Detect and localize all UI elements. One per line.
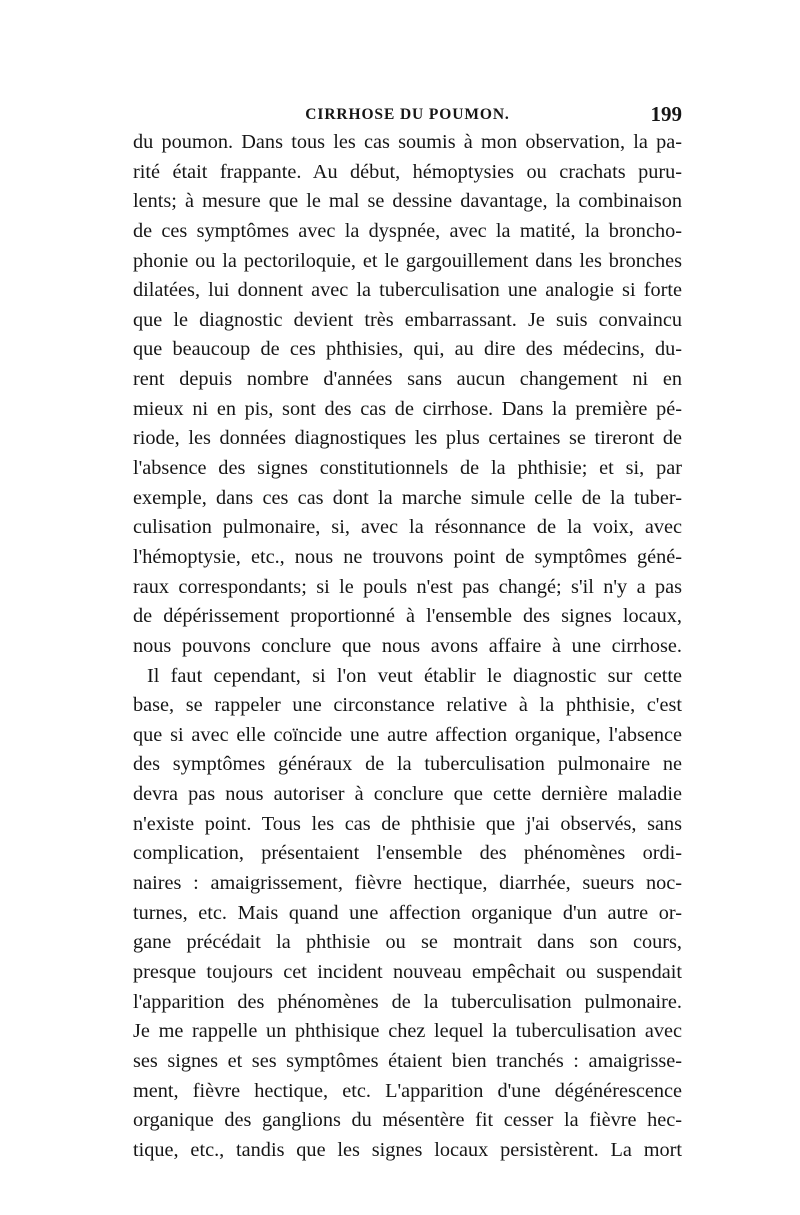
text-line: du poumon. Dans tous les cas soumis à mon observation, la pa- <box>133 131 682 153</box>
running-title: CIRRHOSE DU POUMON. <box>305 106 510 123</box>
text-line: culisation pulmonaire, si, avec la résonnance de la voix, avec <box>133 516 682 539</box>
text-line: que le diagnostic devient très embarrassant. Je suis convaincu <box>133 308 682 331</box>
body-text <box>133 128 682 1165</box>
text-line: phonie ou la pectoriloquie, et le gargouillement dans les bronches <box>133 249 682 272</box>
text-line: l'hémoptysie, etc., nous ne trouvons point de symptômes géné- <box>133 545 682 568</box>
text-line: complication, présentaient l'ensemble des phénomènes ordi- <box>133 842 682 865</box>
text-line: riode, les données diagnostiques les plus certaines se tireront de <box>133 427 682 450</box>
text-line: dilatées, lui donnent avec la tuberculisation une analogie si forte <box>133 279 682 302</box>
text-line: l'apparition des phénomènes de la tuberculisation pulmonaire. <box>133 990 682 1013</box>
text-line: gane précédait la phthisie ou se montrait dans son cours, <box>133 931 682 954</box>
text-line: n'existe point. Tous les cas de phthisie que j'ai observés, sans <box>133 812 682 835</box>
text-line: devra pas nous autoriser à conclure que cette dernière maladie <box>133 783 682 806</box>
text-line: ses signes et ses symptômes étaient bien tranchés : amaigrisse- <box>133 1049 682 1072</box>
text-line: de ces symptômes avec la dyspnée, avec la matité, la broncho- <box>133 219 682 242</box>
text-line: des symptômes généraux de la tuberculisation pulmonaire ne <box>133 753 682 776</box>
text-line: tique, etc., tandis que les signes locaux persistèrent. La mort <box>133 1138 682 1161</box>
running-head <box>133 104 682 128</box>
text-line: base, se rappeler une circonstance relative à la phthisie, c'est <box>133 694 682 717</box>
text-line: lents; à mesure que le mal se dessine davantage, la combinaison <box>133 190 682 213</box>
text-line: organique des ganglions du mésentère fit cesser la fièvre hec- <box>133 1109 682 1132</box>
text-line: turnes, etc. Mais quand une affection organique d'un autre or- <box>133 901 682 924</box>
text-line: rent depuis nombre d'années sans aucun changement ni en <box>133 368 682 391</box>
page-number: 199 <box>650 102 682 126</box>
text-line: nous pouvons conclure que nous avons affaire à une cirrhose. <box>133 634 682 657</box>
text-line: mieux ni en pis, sont des cas de cirrhose. Dans la première pé- <box>133 397 682 420</box>
text-line: de dépérissement proportionné à l'ensemble des signes locaux, <box>133 605 682 628</box>
text-line: ment, fièvre hectique, etc. L'apparition d'une dégénérescence <box>133 1079 682 1102</box>
text-line: rité était frappante. Au début, hémoptysies ou crachats puru- <box>133 160 682 183</box>
text-line: exemple, dans ces cas dont la marche simule celle de la tuber- <box>133 486 682 509</box>
text-line: presque toujours cet incident nouveau empêchait ou suspendait <box>133 960 682 983</box>
text-line: Il faut cependant, si l'on veut établir le diagnostic sur cette <box>147 664 682 687</box>
text-line: que si avec elle coïncide une autre affection organique, l'absence <box>133 723 682 746</box>
text-line: naires : amaigrissement, fièvre hectique, diarrhée, sueurs noc- <box>133 872 682 895</box>
text-line: l'absence des signes constitutionnels de la phthisie; et si, par <box>133 457 682 480</box>
text-line: Je me rappelle un phthisique chez lequel la tuberculisation avec <box>133 1020 682 1043</box>
text-line: que beaucoup de ces phthisies, qui, au dire des médecins, du- <box>133 338 682 361</box>
text-line: raux correspondants; si le pouls n'est pas changé; s'il n'y a pas <box>133 575 682 598</box>
